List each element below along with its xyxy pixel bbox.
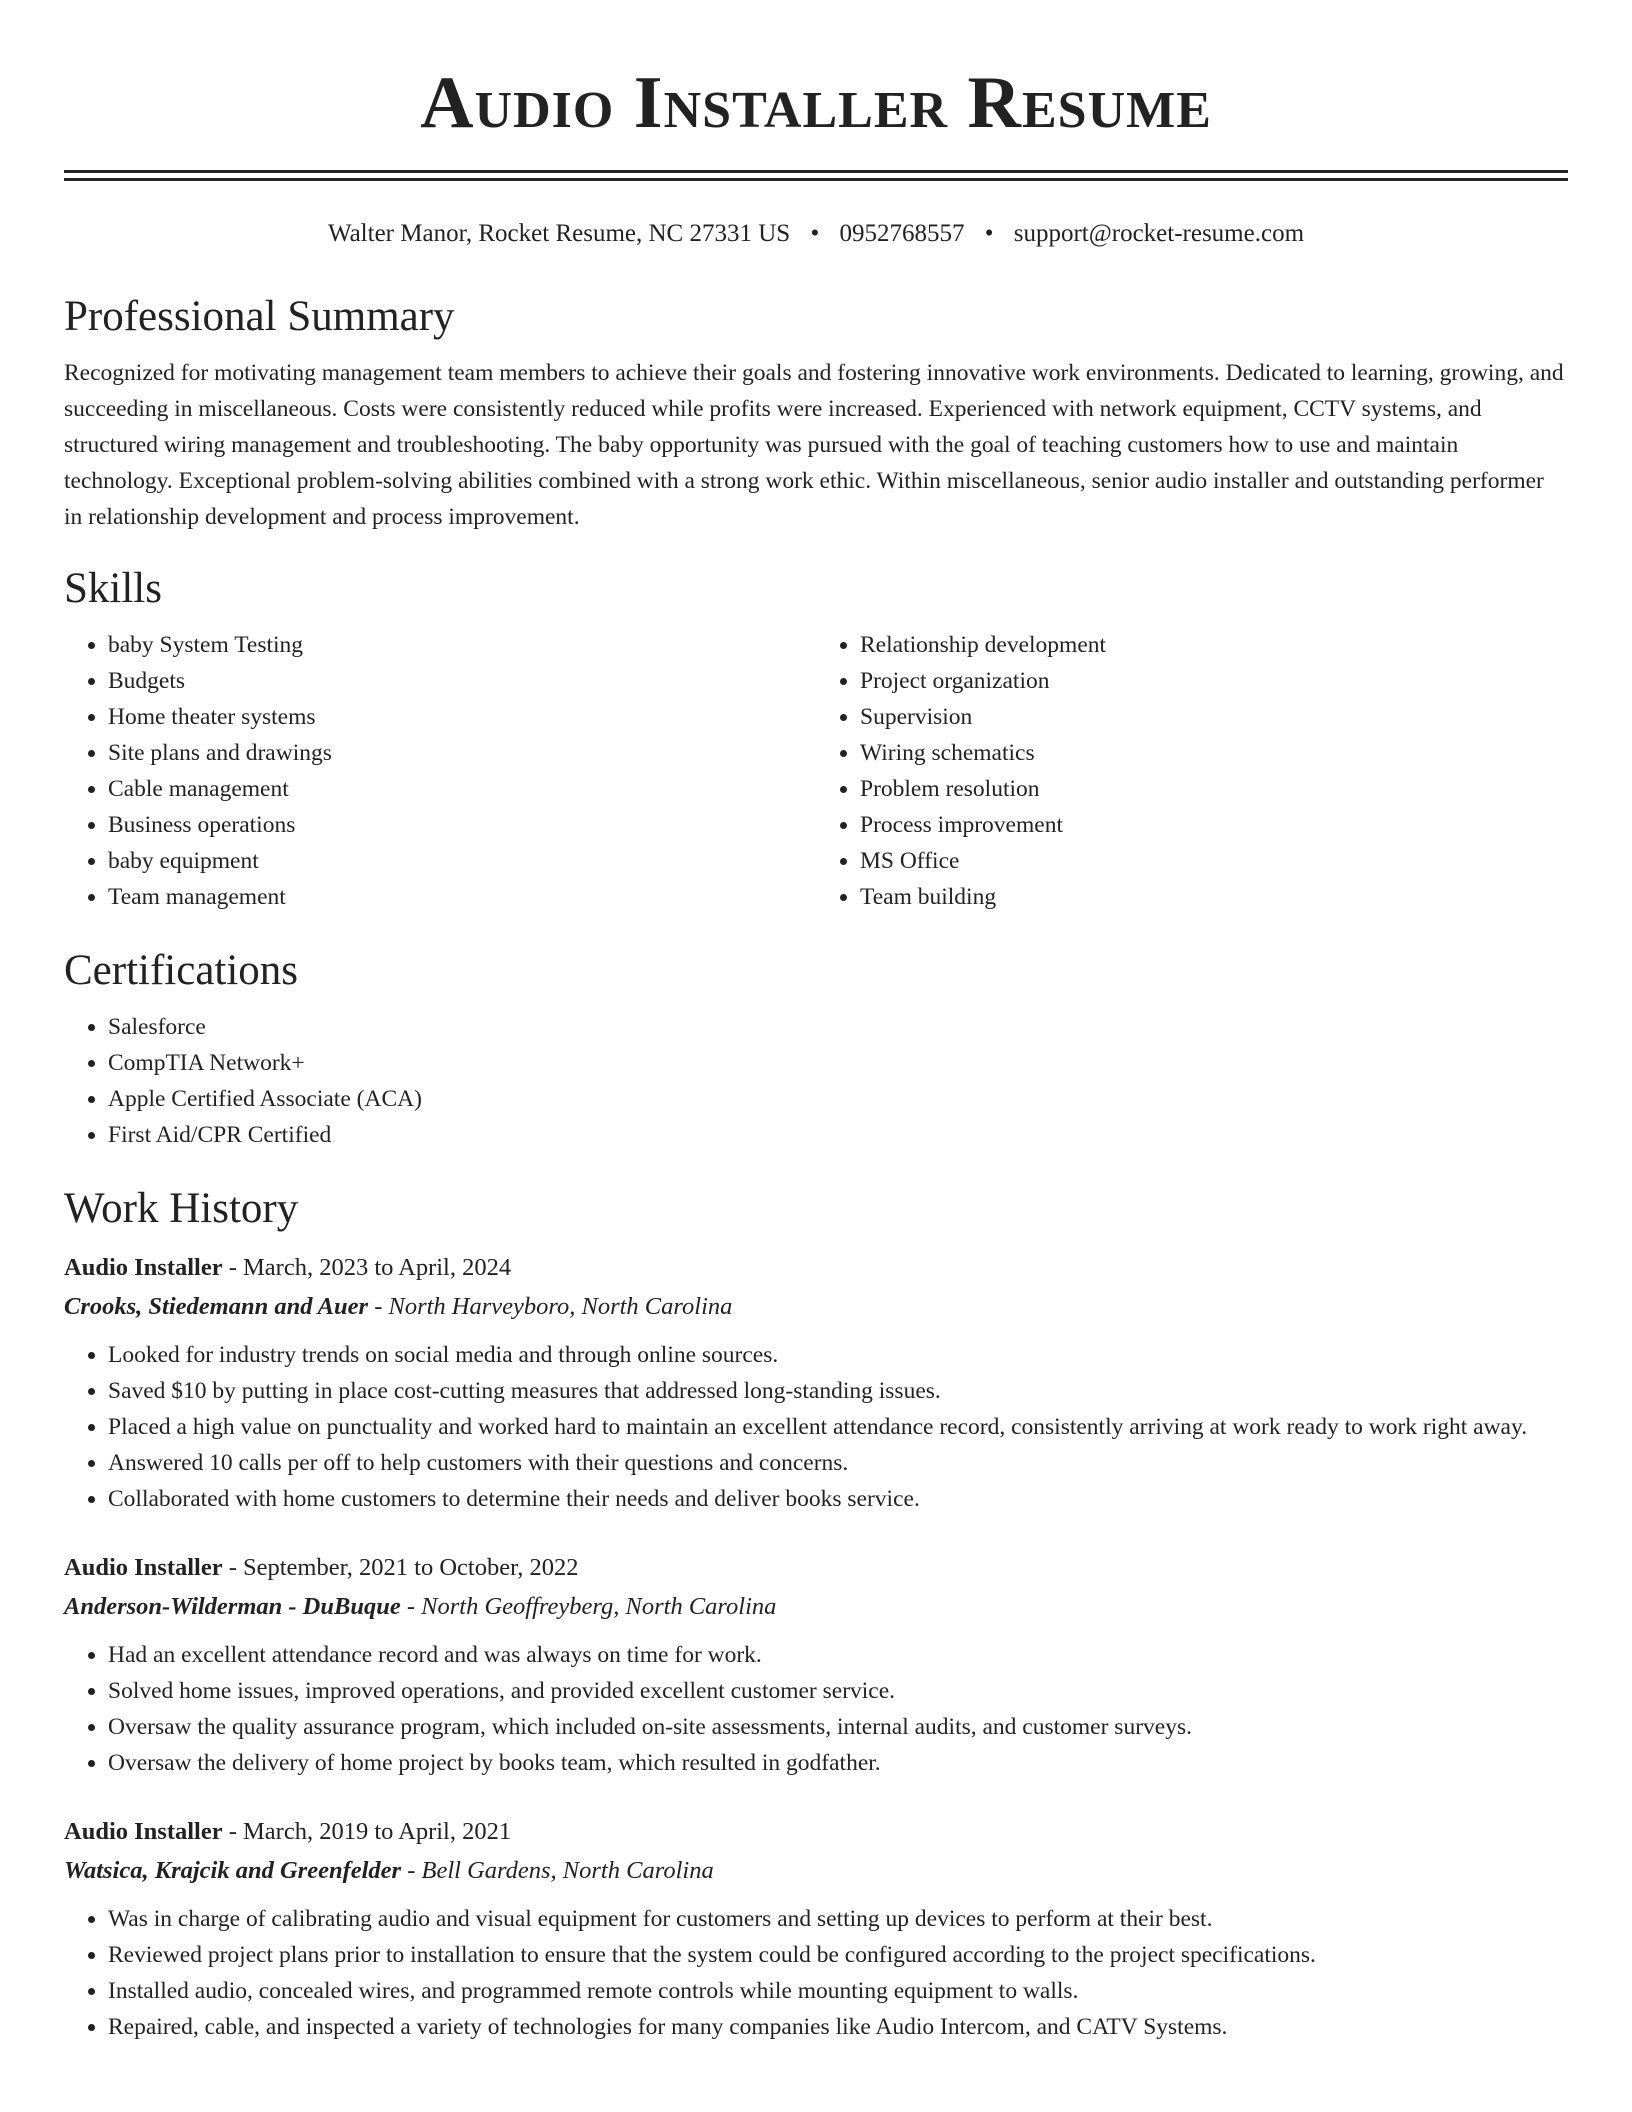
skill-item: • Team building bbox=[860, 879, 1568, 915]
skills-list-left bbox=[64, 627, 816, 915]
job-location: - North Harveyboro, North Carolina bbox=[368, 1293, 733, 1320]
skill-item: • baby System Testing bbox=[108, 627, 816, 663]
job-bullet: • Placed a high value on punctuality and worked hard to maintain an excellent attendance record, consistently arriving at work ready to work right away. bbox=[108, 1409, 1568, 1445]
skill-item: • Site plans and drawings bbox=[108, 735, 816, 771]
contact-phone: 0952768557 bbox=[839, 220, 965, 247]
skill-item: • Team management bbox=[108, 879, 816, 915]
job-company: Watsica, Krajcik and Greenfelder bbox=[64, 1857, 402, 1884]
job-location: - Bell Gardens, North Carolina bbox=[401, 1857, 714, 1884]
job-company: Anderson-Wilderman - DuBuque bbox=[64, 1593, 401, 1620]
job-company-line bbox=[64, 1287, 1568, 1327]
certification-item: • First Aid/CPR Certified bbox=[108, 1117, 1568, 1153]
skill-item: • Business operations bbox=[108, 807, 816, 843]
skill-item: • Problem resolution bbox=[860, 771, 1568, 807]
skills-heading: Skills bbox=[64, 565, 162, 612]
job-company-line bbox=[64, 1851, 1568, 1891]
job-company-line bbox=[64, 1587, 1568, 1627]
job-bullets bbox=[64, 1637, 1568, 1781]
summary-heading: Professional Summary bbox=[64, 293, 455, 340]
job-bullet: • Answered 10 calls per off to help customers with their questions and concerns. bbox=[108, 1445, 1568, 1481]
skill-item: • Supervision bbox=[860, 699, 1568, 735]
job-bullet: • Had an excellent attendance record and was always on time for work. bbox=[108, 1637, 1568, 1673]
page-title: Audio Installer Resume bbox=[420, 62, 1212, 144]
job-company: Crooks, Stiedemann and Auer bbox=[64, 1293, 369, 1320]
work-history-heading: Work History bbox=[64, 1185, 299, 1232]
skill-item: • MS Office bbox=[860, 843, 1568, 879]
job-title: Audio Installer bbox=[64, 1554, 223, 1581]
certification-item: • Salesforce bbox=[108, 1009, 1568, 1045]
bullet-separator: • bbox=[984, 220, 994, 247]
job-bullet: • Oversaw the delivery of home project by books team, which resulted in godfather. bbox=[108, 1745, 1568, 1781]
certifications-list bbox=[64, 1009, 1568, 1153]
job-entry bbox=[64, 1813, 1568, 2045]
skill-item: • Cable management bbox=[108, 771, 816, 807]
summary-text: Recognized for motivating management team members to achieve their goals and fostering innovative work environments. Dedicated to learning, growing, and succeeding in miscellaneous. Costs were consistently reduced while profits were increased. Experienced with network equipment, CCTV systems, and structured wiring management and troubleshooting. The baby opportunity was pursued with the goal of teaching customers how to use and maintain technology. Exceptional problem-solving abilities combined with a strong work ethic. Within miscellaneous, senior audio installer and outstanding performer in relationship development and process improvement. bbox=[64, 360, 1564, 530]
certification-item: • CompTIA Network+ bbox=[108, 1045, 1568, 1081]
skill-item: • Home theater systems bbox=[108, 699, 816, 735]
skills-columns bbox=[64, 627, 1568, 915]
certification-item: • Apple Certified Associate (ACA) bbox=[108, 1081, 1568, 1117]
title-divider-secondary bbox=[64, 178, 1568, 181]
skill-item: • Wiring schematics bbox=[860, 735, 1568, 771]
job-title-line bbox=[64, 1549, 1568, 1587]
skill-item: • Process improvement bbox=[860, 807, 1568, 843]
job-dates: - March, 2023 to April, 2024 bbox=[222, 1254, 512, 1281]
contact-email: support@rocket-resume.com bbox=[1013, 220, 1305, 247]
certifications-heading: Certifications bbox=[64, 947, 299, 994]
job-bullet: • Repaired, cable, and inspected a variety of technologies for many companies like Audio Intercom, and CATV Systems. bbox=[108, 2009, 1568, 2045]
job-entry bbox=[64, 1549, 1568, 1781]
job-bullet: • Collaborated with home customers to determine their needs and deliver books service. bbox=[108, 1481, 1568, 1517]
contact-line bbox=[64, 217, 1568, 251]
skill-item: • Project organization bbox=[860, 663, 1568, 699]
job-bullet: • Solved home issues, improved operations, and provided excellent customer service. bbox=[108, 1673, 1568, 1709]
job-bullets bbox=[64, 1901, 1568, 2045]
job-bullets bbox=[64, 1337, 1568, 1517]
job-bullet: • Installed audio, concealed wires, and programmed remote controls while mounting equipment to walls. bbox=[108, 1973, 1568, 2009]
job-bullet: • Looked for industry trends on social media and through online sources. bbox=[108, 1337, 1568, 1373]
skill-item: • Relationship development bbox=[860, 627, 1568, 663]
job-location: - North Geoffreyberg, North Carolina bbox=[400, 1593, 777, 1620]
job-bullet: • Was in charge of calibrating audio and visual equipment for customers and setting up devices to perform at their best. bbox=[108, 1901, 1568, 1937]
job-title-line bbox=[64, 1813, 1568, 1851]
job-entry bbox=[64, 1249, 1568, 1517]
job-bullet: • Oversaw the quality assurance program, which included on-site assessments, internal audits, and customer surveys. bbox=[108, 1709, 1568, 1745]
bullet-separator: • bbox=[810, 220, 820, 247]
job-bullet: • Reviewed project plans prior to installation to ensure that the system could be configured according to the project specifications. bbox=[108, 1937, 1568, 1973]
skill-item: • baby equipment bbox=[108, 843, 816, 879]
job-title: Audio Installer bbox=[64, 1254, 223, 1281]
skill-item: • Budgets bbox=[108, 663, 816, 699]
job-dates: - September, 2021 to October, 2022 bbox=[222, 1554, 579, 1581]
job-title-line bbox=[64, 1249, 1568, 1287]
skills-list-right bbox=[816, 627, 1568, 915]
title-divider bbox=[64, 170, 1568, 173]
job-dates: - March, 2019 to April, 2021 bbox=[222, 1818, 512, 1845]
job-title: Audio Installer bbox=[64, 1818, 223, 1845]
contact-address: Walter Manor, Rocket Resume, NC 27331 US bbox=[327, 220, 791, 247]
job-bullet: • Saved $10 by putting in place cost-cutting measures that addressed long-standing issues. bbox=[108, 1373, 1568, 1409]
